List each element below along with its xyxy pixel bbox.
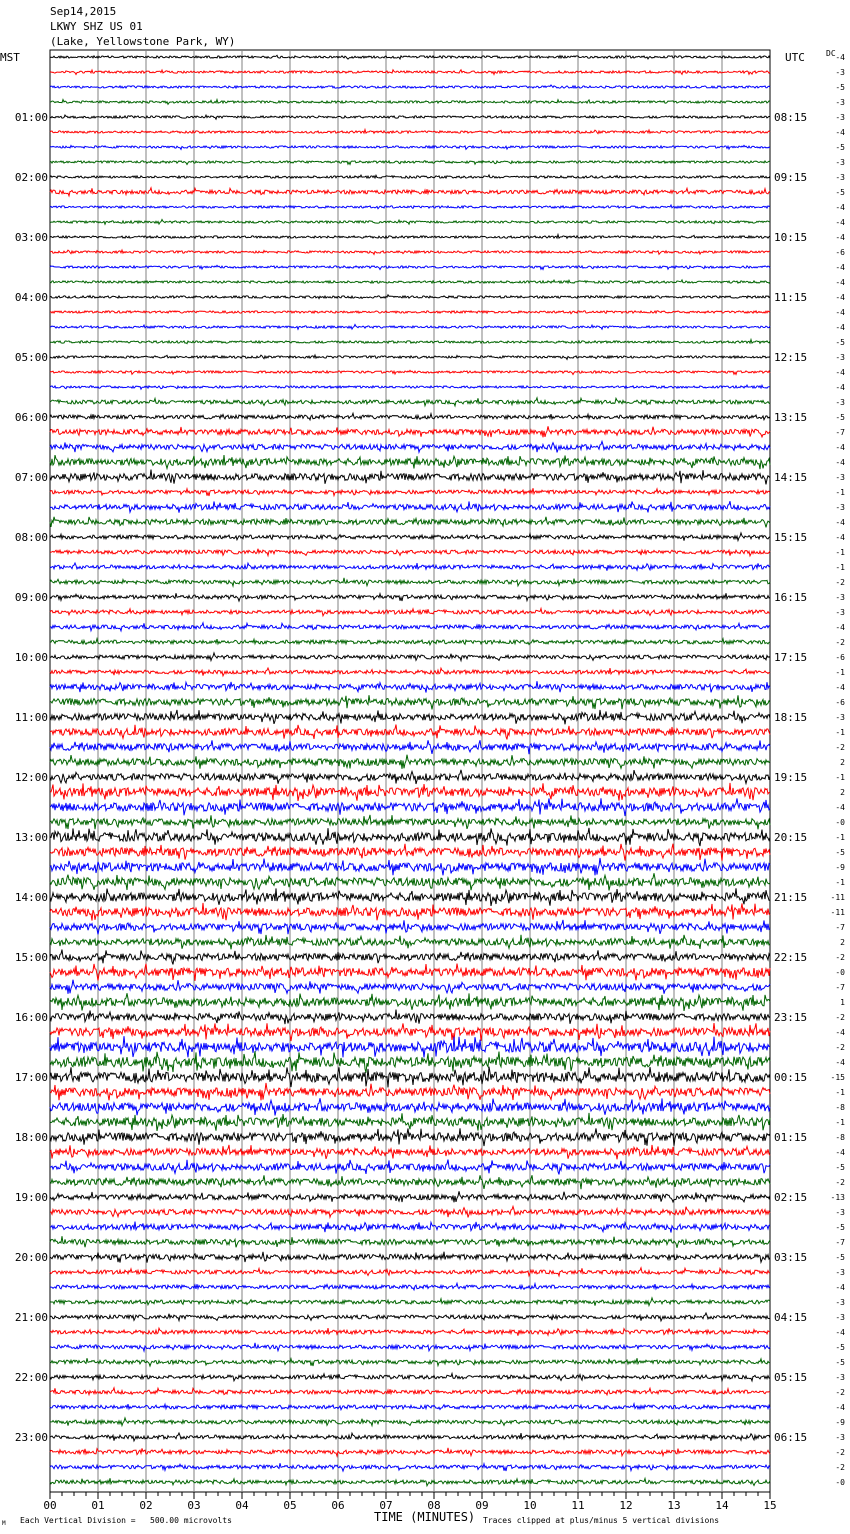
- seismic-trace: [50, 250, 770, 254]
- seismic-trace: [50, 798, 770, 816]
- x-tick-label: 14: [715, 1499, 729, 1512]
- x-tick-label: 10: [523, 1499, 537, 1512]
- seismic-trace: [50, 828, 770, 846]
- utc-hour-label: 13:15: [774, 411, 808, 424]
- x-tick-label: 04: [235, 1499, 249, 1512]
- utc-hour-label: 09:15: [774, 171, 808, 184]
- x-tick-label: 03: [187, 1499, 201, 1512]
- dc-offset-label: -3: [835, 113, 845, 122]
- dc-offset-label: -3: [835, 398, 845, 407]
- dc-offset-label: -2: [835, 578, 845, 587]
- dc-offset-label: -4: [835, 203, 845, 212]
- dc-offset-label: -2: [835, 1013, 845, 1022]
- seismic-trace: [50, 1268, 770, 1276]
- seismic-trace: [50, 609, 770, 616]
- seismic-trace: [50, 1404, 770, 1410]
- utc-hour-label: 03:15: [774, 1251, 808, 1264]
- dc-offset-label: -3: [835, 1208, 845, 1217]
- dc-offset-label: -5: [835, 1223, 845, 1232]
- dc-offset-label: -5: [835, 1358, 845, 1367]
- mst-hour-label: 22:00: [14, 1371, 48, 1384]
- seismic-trace: [50, 220, 770, 225]
- seismic-trace: [50, 815, 770, 829]
- clip-note: Traces clipped at plus/minus 5 vertical divisions: [483, 1516, 720, 1525]
- dc-offset-label: -5: [835, 338, 845, 347]
- seismic-trace: [50, 1343, 770, 1351]
- seismic-trace: [50, 740, 770, 754]
- seismic-trace: [50, 235, 770, 239]
- x-tick-label: 12: [619, 1499, 633, 1512]
- seismic-trace: [50, 770, 770, 784]
- utc-hour-label: 15:15: [774, 531, 808, 544]
- dc-offset-label: -4: [835, 128, 845, 137]
- dc-offset-label: -4: [835, 1403, 845, 1412]
- utc-hour-label: 06:15: [774, 1431, 808, 1444]
- dc-offset-label: -13: [830, 1193, 845, 1202]
- utc-hour-label: 19:15: [774, 771, 808, 784]
- dc-offset-label: -3: [835, 158, 845, 167]
- x-tick-label: 02: [139, 1499, 153, 1512]
- dc-offset-label: 2: [840, 788, 845, 797]
- dc-offset-label: -1: [835, 878, 845, 887]
- seismic-trace: [50, 1222, 770, 1233]
- x-tick-label: 01: [91, 1499, 105, 1512]
- seismic-trace: [50, 517, 770, 528]
- mst-hour-label: 05:00: [14, 351, 48, 364]
- seismic-trace: [50, 755, 770, 769]
- seismic-trace: [50, 533, 770, 541]
- dc-offset-label: -4: [835, 368, 845, 377]
- mst-hour-label: 12:00: [14, 771, 48, 784]
- dc-offset-label: -4: [835, 518, 845, 527]
- dc-offset-label: -1: [835, 668, 845, 677]
- mst-hour-label: 07:00: [14, 471, 48, 484]
- mst-hour-label: 20:00: [14, 1251, 48, 1264]
- dc-offset-label: -2: [835, 1178, 845, 1187]
- seismic-trace: [50, 578, 770, 586]
- dc-offset-label: -2: [835, 1388, 845, 1397]
- dc-offset-label: -11: [830, 908, 845, 917]
- seismic-trace: [50, 950, 770, 965]
- seismic-trace: [50, 501, 770, 513]
- x-tick-label: 05: [283, 1499, 297, 1512]
- mst-hour-label: 04:00: [14, 291, 48, 304]
- dc-offset-label: -11: [830, 893, 845, 902]
- seismic-trace: [50, 455, 770, 469]
- seismic-trace: [50, 1418, 770, 1426]
- seismic-trace: [50, 964, 770, 981]
- seismic-trace: [50, 175, 770, 178]
- seismic-trace: [50, 311, 770, 314]
- seismic-trace: [50, 1328, 770, 1336]
- seismic-trace: [50, 1175, 770, 1189]
- dc-offset-header: DC: [826, 49, 836, 58]
- utc-hour-label: 23:15: [774, 1011, 808, 1024]
- seismic-trace: [50, 355, 770, 359]
- seismic-trace: [50, 1388, 770, 1395]
- seismic-trace: [50, 725, 770, 740]
- dc-offset-label: -4: [835, 1148, 845, 1157]
- seismic-trace: [50, 130, 770, 134]
- seismic-trace: [50, 1010, 770, 1025]
- seismic-trace: [50, 426, 770, 437]
- dc-offset-label: -7: [835, 923, 845, 932]
- dc-offset-label: -2: [835, 953, 845, 962]
- utc-hour-label: 18:15: [774, 711, 808, 724]
- seismic-trace: [50, 1206, 770, 1217]
- seismic-trace: [50, 920, 770, 935]
- dc-offset-label: -1: [835, 728, 845, 737]
- dc-offset-label: -1: [835, 1118, 845, 1127]
- seismic-trace: [50, 1463, 770, 1471]
- seismic-trace: [50, 280, 770, 283]
- utc-hour-label: 00:15: [774, 1071, 808, 1084]
- seismic-trace: [50, 980, 770, 994]
- dc-offset-label: -4: [835, 293, 845, 302]
- recording-date: Sep14,2015: [50, 5, 117, 18]
- dc-offset-label: -3: [835, 1433, 845, 1442]
- dc-offset-label: -1: [835, 773, 845, 782]
- seismic-trace: [50, 370, 770, 374]
- seismic-trace: [50, 1036, 770, 1057]
- seismic-trace: [50, 325, 770, 330]
- utc-hour-label: 14:15: [774, 471, 808, 484]
- seismic-trace: [50, 1374, 770, 1381]
- dc-offset-label: 1: [840, 998, 845, 1007]
- dc-offset-label: -2: [835, 638, 845, 647]
- seismic-trace: [50, 623, 770, 631]
- seismic-trace: [50, 1298, 770, 1306]
- utc-hour-label: 04:15: [774, 1311, 808, 1324]
- seismic-trace: [50, 593, 770, 601]
- seismic-trace: [50, 1283, 770, 1290]
- seismic-trace: [50, 1083, 770, 1100]
- seismic-trace: [50, 858, 770, 875]
- dc-offset-label: -2: [835, 743, 845, 752]
- seismic-trace: [50, 398, 770, 406]
- utc-hour-label: 22:15: [774, 951, 808, 964]
- seismic-trace: [50, 441, 770, 452]
- seismic-trace: [50, 1191, 770, 1202]
- dc-offset-label: -7: [835, 428, 845, 437]
- utc-hour-label: 02:15: [774, 1191, 808, 1204]
- dc-offset-label: -3: [835, 98, 845, 107]
- mst-hour-label: 23:00: [14, 1431, 48, 1444]
- x-tick-label: 08: [427, 1499, 441, 1512]
- dc-offset-label: -3: [835, 593, 845, 602]
- seismic-trace: [50, 668, 770, 676]
- dc-offset-label: -5: [835, 143, 845, 152]
- seismic-trace: [50, 844, 770, 861]
- seismic-trace: [50, 1433, 770, 1441]
- seismic-trace: [50, 55, 770, 59]
- mst-hour-label: 18:00: [14, 1131, 48, 1144]
- seismic-trace: [50, 935, 770, 950]
- seismic-trace: [50, 340, 770, 344]
- mst-hour-label: 16:00: [14, 1011, 48, 1024]
- dc-offset-label: -9: [835, 863, 845, 872]
- dc-offset-label: -5: [835, 848, 845, 857]
- scale-note: Each Vertical Division = 500.00 microvolts: [20, 1516, 232, 1525]
- seismic-trace: [50, 488, 770, 496]
- seismic-trace: [50, 100, 770, 105]
- dc-offset-label: -6: [835, 698, 845, 707]
- seismic-trace: [50, 70, 770, 75]
- dc-offset-label: -9: [835, 1418, 845, 1427]
- dc-offset-label: -2: [835, 1043, 845, 1052]
- dc-offset-label: -2: [835, 1463, 845, 1472]
- utc-hour-label: 01:15: [774, 1131, 808, 1144]
- dc-offset-label: -4: [835, 533, 845, 542]
- x-tick-label: 00: [43, 1499, 57, 1512]
- seismic-trace: [50, 145, 770, 149]
- dc-offset-label: -3: [835, 1313, 845, 1322]
- mst-hour-label: 15:00: [14, 951, 48, 964]
- mst-hour-label: 11:00: [14, 711, 48, 724]
- seismic-trace: [50, 873, 770, 890]
- mst-hour-label: 03:00: [14, 231, 48, 244]
- seismic-trace: [50, 549, 770, 556]
- dc-offset-label: -3: [835, 68, 845, 77]
- dc-offset-label: -5: [835, 188, 845, 197]
- dc-offset-label: -4: [835, 263, 845, 272]
- seismic-trace: [50, 695, 770, 709]
- dc-offset-label: -0: [835, 818, 845, 827]
- dc-offset-label: -3: [835, 1268, 845, 1277]
- x-axis-title: TIME (MINUTES): [374, 1510, 476, 1524]
- dc-offset-label: -4: [835, 383, 845, 392]
- x-tick-label: 09: [475, 1499, 489, 1512]
- seismic-trace: [50, 1313, 770, 1321]
- dc-offset-label: -0: [835, 1478, 845, 1487]
- utc-hour-label: 08:15: [774, 111, 808, 124]
- dc-offset-label: -4: [835, 233, 845, 242]
- seismic-trace: [50, 681, 770, 692]
- x-tick-label: 07: [379, 1499, 393, 1512]
- mst-hour-label: 01:00: [14, 111, 48, 124]
- seismic-trace: [50, 1051, 770, 1073]
- mst-hour-label: 19:00: [14, 1191, 48, 1204]
- dc-offset-label: -4: [835, 803, 845, 812]
- seismic-trace: [50, 783, 770, 801]
- seismic-trace: [50, 115, 770, 119]
- x-tick-label: 11: [571, 1499, 585, 1512]
- seismic-trace: [50, 1160, 770, 1175]
- dc-offset-label: -7: [835, 983, 845, 992]
- mst-hour-label: 08:00: [14, 531, 48, 544]
- dc-offset-label: -4: [835, 1058, 845, 1067]
- mst-hour-label: 17:00: [14, 1071, 48, 1084]
- seismic-trace: [50, 1236, 770, 1248]
- dc-offset-label: -1: [835, 488, 845, 497]
- dc-offset-label: -4: [835, 1028, 845, 1037]
- seismic-trace: [50, 161, 770, 165]
- mst-hour-label: 21:00: [14, 1311, 48, 1324]
- mst-hour-label: 06:00: [14, 411, 48, 424]
- dc-offset-label: -3: [835, 608, 845, 617]
- dc-offset-label: -5: [835, 1163, 845, 1172]
- dc-offset-label: -6: [835, 248, 845, 257]
- seismic-trace: [50, 385, 770, 389]
- seismic-trace: [50, 710, 770, 724]
- utc-hour-label: 17:15: [774, 651, 808, 664]
- utc-hour-label: 05:15: [774, 1371, 808, 1384]
- x-tick-label: 06: [331, 1499, 345, 1512]
- station-id: LKWY SHZ US 01: [50, 20, 143, 33]
- corner-mark: M: [2, 1520, 6, 1527]
- seismic-trace: [50, 205, 770, 209]
- seismic-trace: [50, 1023, 770, 1041]
- seismic-trace: [50, 1478, 770, 1486]
- dc-offset-label: -1: [835, 563, 845, 572]
- seismic-trace: [50, 470, 770, 485]
- right-timezone-label: UTC: [785, 51, 805, 64]
- seismic-trace: [50, 1067, 770, 1088]
- seismic-trace: [50, 265, 770, 269]
- dc-offset-label: -2: [835, 1448, 845, 1457]
- seismic-trace: [50, 888, 770, 906]
- dc-offset-label: -3: [835, 713, 845, 722]
- dc-offset-label: -4: [835, 443, 845, 452]
- dc-offset-label: -4: [835, 623, 845, 632]
- dc-offset-label: -5: [835, 83, 845, 92]
- seismic-trace: [50, 993, 770, 1011]
- seismic-trace: [50, 295, 770, 299]
- dc-offset-label: -4: [835, 1328, 845, 1337]
- dc-offset-label: 2: [840, 938, 845, 947]
- dc-offset-label: -1: [835, 548, 845, 557]
- dc-offset-label: -4: [835, 1283, 845, 1292]
- dc-offset-label: -3: [835, 473, 845, 482]
- dc-offset-label: -15: [830, 1073, 845, 1082]
- dc-offset-label: -7: [835, 1238, 845, 1247]
- mst-hour-label: 09:00: [14, 591, 48, 604]
- station-location: (Lake, Yellowstone Park, WY): [50, 35, 236, 48]
- dc-offset-label: -3: [835, 503, 845, 512]
- utc-hour-label: 21:15: [774, 891, 808, 904]
- dc-offset-label: -4: [835, 53, 845, 62]
- seismic-trace: [50, 903, 770, 921]
- seismic-trace: [50, 413, 770, 420]
- x-tick-label: 15: [763, 1499, 777, 1512]
- seismic-trace: [50, 1448, 770, 1456]
- utc-hour-label: 16:15: [774, 591, 808, 604]
- mst-hour-label: 14:00: [14, 891, 48, 904]
- seismic-trace: [50, 1113, 770, 1131]
- seismic-trace: [50, 1252, 770, 1263]
- seismic-trace: [50, 85, 770, 88]
- left-timezone-label: MST: [0, 51, 20, 64]
- dc-offset-label: -6: [835, 653, 845, 662]
- dc-offset-label: -4: [835, 308, 845, 317]
- seismic-trace: [50, 1098, 770, 1115]
- x-tick-label: 13: [667, 1499, 681, 1512]
- seismic-trace: [50, 653, 770, 661]
- dc-offset-label: -1: [835, 833, 845, 842]
- seismic-trace: [50, 188, 770, 196]
- dc-offset-label: -5: [835, 413, 845, 422]
- dc-offset-label: -4: [835, 458, 845, 467]
- dc-offset-label: -5: [835, 1253, 845, 1262]
- utc-hour-label: 10:15: [774, 231, 808, 244]
- dc-offset-label: 2: [840, 758, 845, 767]
- utc-hour-label: 12:15: [774, 351, 808, 364]
- seismic-trace: [50, 639, 770, 645]
- seismic-trace: [50, 1145, 770, 1159]
- dc-offset-label: -4: [835, 278, 845, 287]
- mst-hour-label: 10:00: [14, 651, 48, 664]
- dc-offset-label: -3: [835, 173, 845, 182]
- dc-offset-label: -3: [835, 353, 845, 362]
- dc-offset-label: -3: [835, 1298, 845, 1307]
- mst-hour-label: 02:00: [14, 171, 48, 184]
- dc-offset-label: -8: [835, 1133, 845, 1142]
- dc-offset-label: -8: [835, 1103, 845, 1112]
- dc-offset-label: -0: [835, 968, 845, 977]
- dc-offset-label: -5: [835, 1343, 845, 1352]
- seismic-trace: [50, 563, 770, 571]
- dc-offset-label: -4: [835, 218, 845, 227]
- dc-offset-label: -4: [835, 683, 845, 692]
- mst-hour-label: 13:00: [14, 831, 48, 844]
- seismic-trace: [50, 1358, 770, 1366]
- utc-hour-label: 11:15: [774, 291, 808, 304]
- dc-offset-label: -4: [835, 323, 845, 332]
- seismic-trace: [50, 1128, 770, 1146]
- utc-hour-label: 20:15: [774, 831, 808, 844]
- dc-offset-label: -1: [835, 1088, 845, 1097]
- dc-offset-label: -3: [835, 1373, 845, 1382]
